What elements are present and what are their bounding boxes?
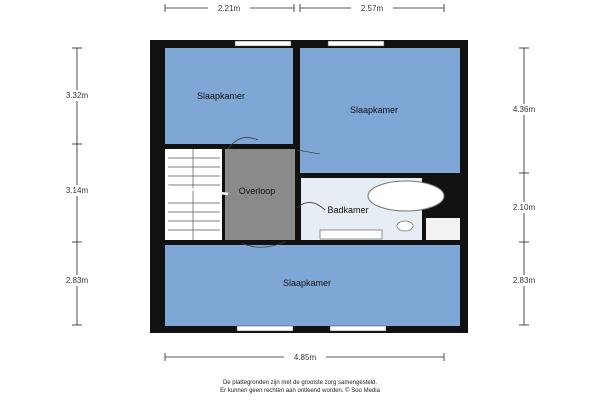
disclaimer-line-2: Er kunnen geen rechten aan ontleend worden. © Soo Media [220, 388, 380, 394]
dim-right-upper: 4.36m [512, 105, 536, 114]
dim-top-left: 2.21m [217, 4, 241, 13]
dim-right-lower: 2.83m [512, 276, 536, 285]
dimension-top [165, 4, 444, 12]
label-bathroom: Badkamer [327, 205, 369, 215]
vanity [320, 230, 382, 239]
toilet [397, 221, 413, 231]
room-staircase [165, 149, 222, 240]
label-bedroom-top-left: Slaapkamer [196, 91, 246, 101]
dim-right-middle: 2.10m [512, 203, 536, 212]
dim-bottom: 4.85m [293, 353, 317, 362]
label-bedroom-top-right: Slaapkamer [349, 105, 399, 115]
room-closet [426, 218, 460, 240]
dim-left-lower: 2.83m [65, 276, 89, 285]
disclaimer-line-1: De plattegronden zijn met de grootste zorg samengesteld. [222, 380, 378, 386]
dim-top-right: 2.57m [360, 4, 384, 13]
dim-left-upper: 3.32m [65, 91, 89, 100]
bathtub [368, 181, 444, 211]
label-landing: Overloop [238, 186, 276, 196]
dim-left-middle: 3.14m [65, 186, 89, 195]
label-bedroom-bottom: Slaapkamer [282, 278, 332, 288]
